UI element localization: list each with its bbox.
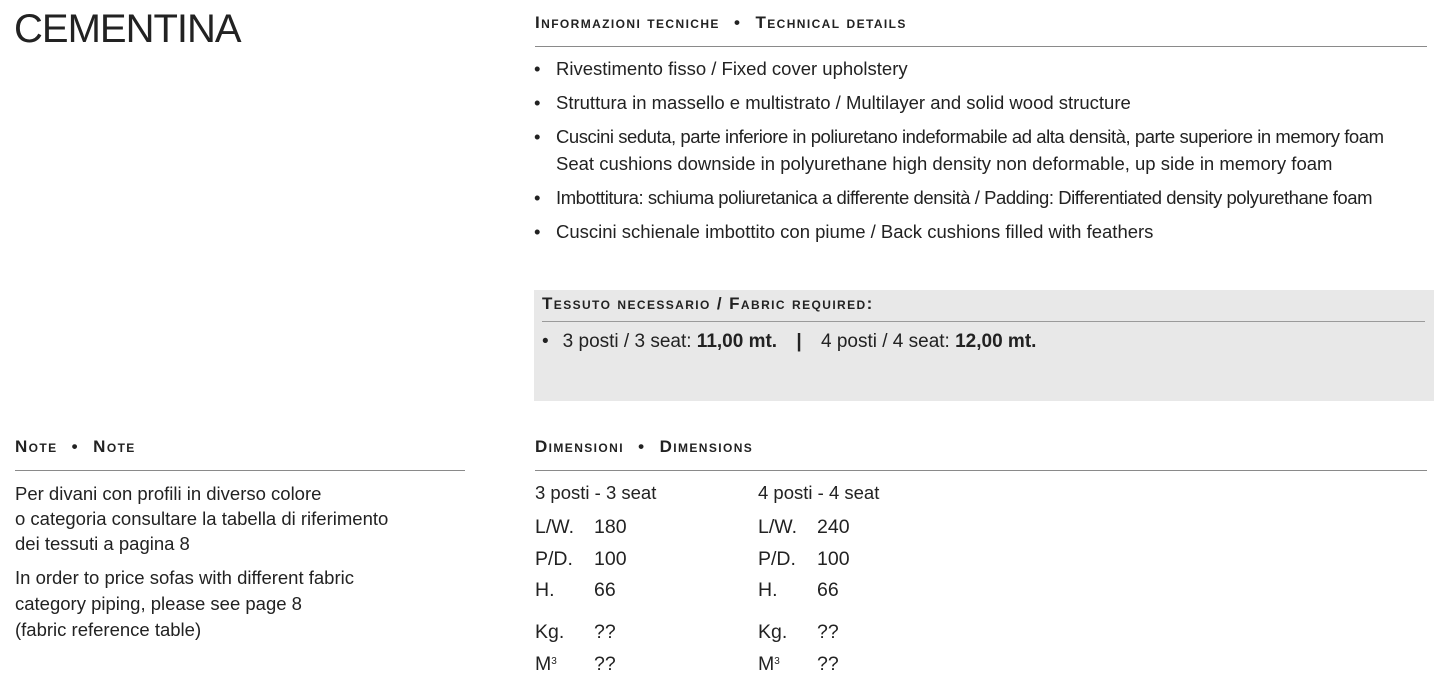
dimensions-column-title: 4 posti - 4 seat [758,482,880,503]
list-item: • Imbottitura: schiuma poliuretanica a differente densità / Padding: Differentiated density polyurethane foam [534,184,1384,211]
dimension-height: H. 66 [535,579,616,601]
dimension-weight: Kg. ?? [758,621,839,643]
technical-rule [535,46,1427,47]
fabric-heading: Tessuto necessario / Fabric required: [542,294,874,313]
list-item: • Cuscini schienale imbottito con piume / Back cushions filled with feathers [534,218,1384,245]
dimension-height: H. 66 [758,579,839,601]
fabric-box [534,290,1434,401]
note-heading-en: Note [93,437,136,456]
note-heading-it: Note [15,437,58,456]
technical-heading-it: Informazioni tecniche [535,13,720,32]
dimension-width: L/W. 180 [535,516,627,538]
dimensions-column-title: 3 posti - 3 seat [535,482,657,503]
note-heading [15,437,136,457]
fabric-separator: | [796,331,802,352]
fabric-value-4-seat: 12,00 mt. [955,331,1037,352]
note-text-it: Per divani con profili in diverso colore o categoria consultare la tabella di riferimento dei tessuti a pagina 8 [15,483,389,554]
technical-heading-en: Technical details [755,13,907,32]
dimension-depth: P/D. 100 [758,548,850,570]
dimension-volume: $M^3$ ?? [758,653,839,675]
fabric-value-3-seat: 11,00 mt. [696,331,778,352]
dimensions-heading [535,437,753,457]
dimension-width: L/W. 240 [758,516,850,538]
dimension-volume: $M^3$ ?? [535,653,616,675]
fabric-rule [542,321,1425,322]
technical-list [534,55,1384,252]
dimension-weight: Kg. ?? [535,621,616,643]
list-item: • Rivestimento fisso / Fixed cover upholstery [534,55,1384,82]
bullet-dot: • [542,331,549,352]
dimensions-heading-en: Dimensions [659,437,754,456]
bullet-dot: • [534,92,541,113]
heading-separator: • [71,437,80,456]
fabric-values [542,328,1036,356]
dimensions-rule [535,470,1427,471]
heading-separator: • [733,13,742,32]
bullet-dot: • [534,126,541,147]
heading-separator: • [638,437,646,456]
bullet-dot: • [534,58,541,79]
fabric-label-3-seat: 3 posti / 3 seat: [562,331,692,352]
list-item: • Struttura in massello e multistrato / Multilayer and solid wood structure [534,89,1384,116]
dimensions-column-4-seat [758,480,968,685]
list-item: • Cuscini seduta, parte inferiore in poliuretano indeformabile ad alta densità, parte superiore in memory foam Seat cushions downside in polyurethane high density non deformable, up side in memory foam [534,123,1384,177]
product-title: CEMENTINA [14,7,241,51]
bullet-dot: • [534,187,541,208]
bullet-dot: • [534,221,541,242]
fabric-label-4-seat: 4 posti / 4 seat: [820,331,950,352]
note-rule [15,470,465,471]
dimensions-column-3-seat [535,480,745,685]
technical-heading [535,13,907,33]
note-text-en: In order to price sofas with different fabric category piping, please see page 8 (fabric reference table) [15,567,354,640]
dimensions-heading-it: Dimensioni [535,437,624,456]
dimension-depth: P/D. 100 [535,548,627,570]
